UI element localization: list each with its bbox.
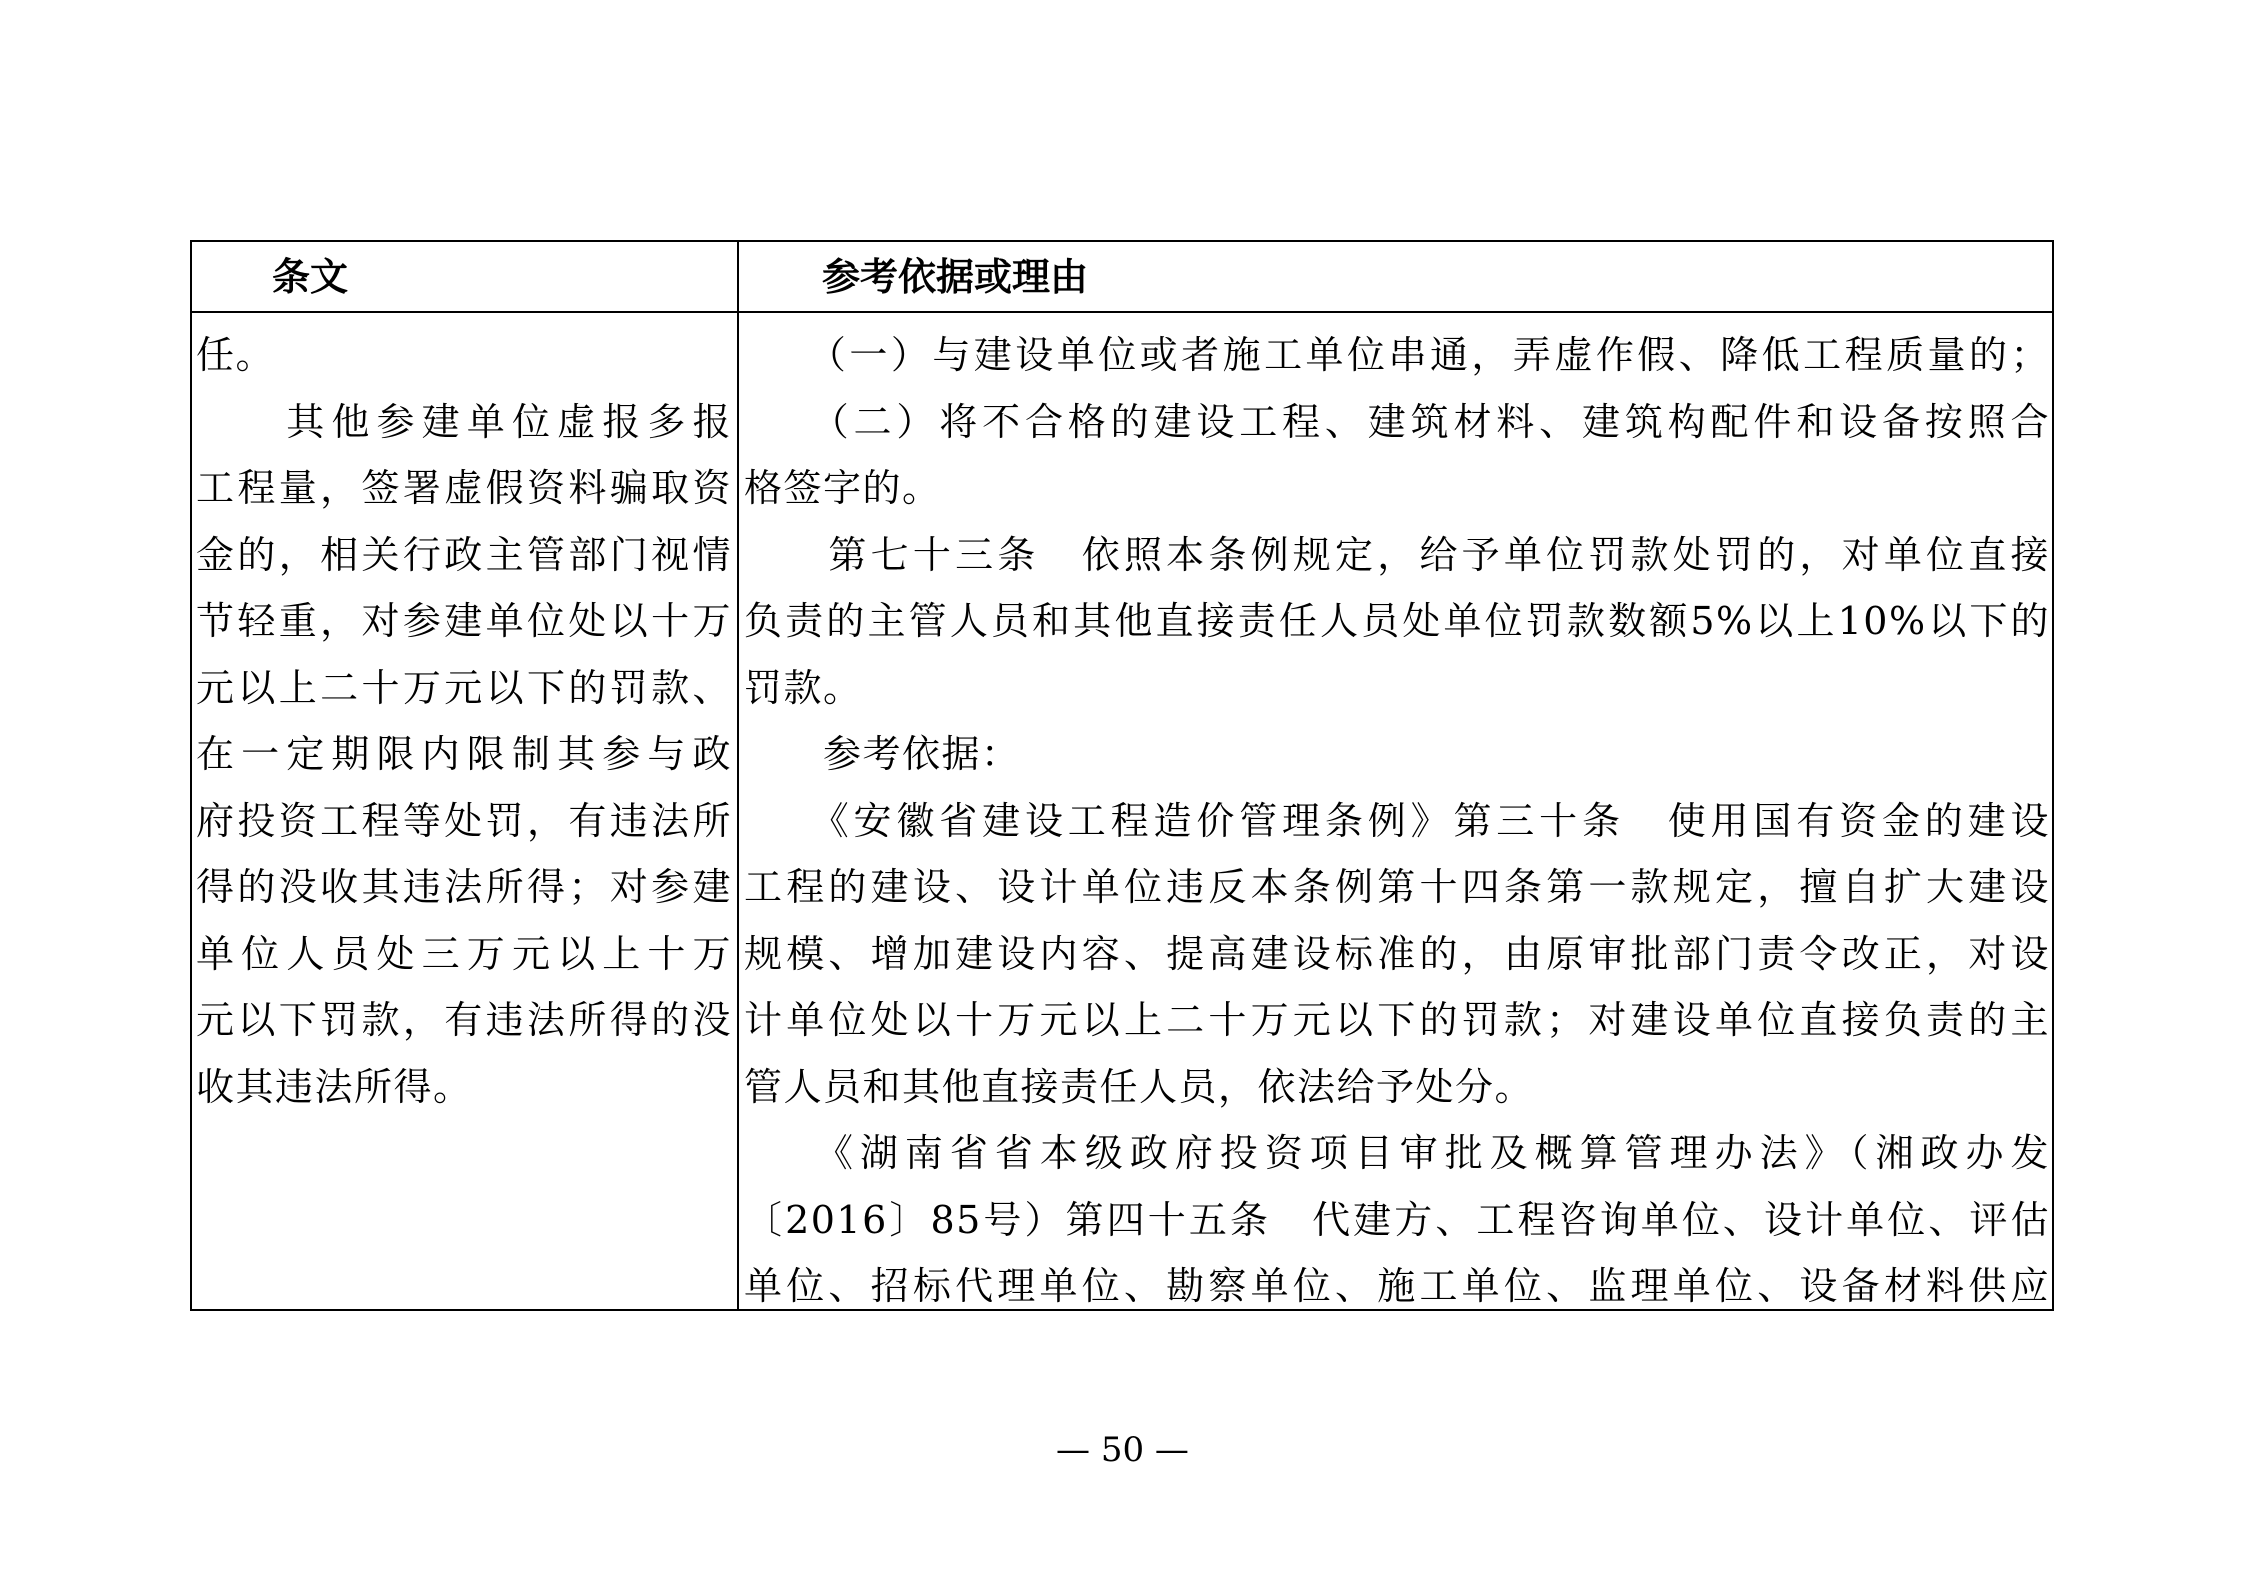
reference-line: 〔2016〕85号）第四十五条 代建方、工程咨询单位、设计单位、评估 [744, 1197, 2050, 1242]
clause-line: 在一定期限内限制其参与政 [196, 732, 732, 776]
clause-line: 其他参建单位虚报多报 [196, 399, 732, 444]
reference-line: 第七十三条 依照本条例规定，给予单位罚款处罚的，对单位直接 [744, 532, 2050, 577]
reference-line: 罚款。 [744, 665, 863, 710]
clause-line: 收其违法所得。 [196, 1064, 473, 1109]
clause-line: 金的，相关行政主管部门视情 [196, 532, 732, 577]
reference-line: 《安徽省建设工程造价管理条例》第三十条 使用国有资金的建设 [744, 798, 2050, 843]
reference-line: （二）将不合格的建设工程、建筑材料、建筑构配件和设备按照合 [744, 399, 2050, 444]
clause-table [190, 240, 2054, 1311]
reference-line: 负责的主管人员和其他直接责任人员处单位罚款数额5%以上10%以下的 [744, 599, 2050, 643]
reference-line: （一）与建设单位或者施工单位串通，弄虚作假、降低工程质量的； [744, 333, 2050, 377]
clause-line: 工程量，签署虚假资料骗取资 [196, 466, 732, 510]
reference-line: 参考依据： [744, 732, 1021, 776]
page-number: — 50 — [1056, 1430, 1189, 1470]
clause-line: 节轻重，对参建单位处以十万 [196, 599, 732, 643]
header-reference-basis: 参考依据或理由 [822, 254, 1089, 299]
clause-line: 得的没收其违法所得；对参建 [196, 865, 732, 909]
reference-line: 规模、增加建设内容、提高建设标准的，由原审批部门责令改正，对设 [744, 931, 2050, 976]
reference-text-cell [744, 322, 2050, 1320]
header-clause: 条文 [272, 254, 349, 299]
header-divider [192, 311, 2052, 313]
reference-line: 《湖南省省本级政府投资项目审批及概算管理办法》（湘政办发 [744, 1131, 2050, 1175]
clause-line: 府投资工程等处罚，有违法所 [196, 798, 732, 843]
clause-line: 元以上二十万元以下的罚款、 [196, 665, 732, 710]
column-divider [737, 242, 739, 1309]
reference-line: 计单位处以十万元以上二十万元以下的罚款；对建设单位直接负责的主 [744, 998, 2050, 1042]
clause-line: 任。 [196, 333, 276, 377]
reference-line: 工程的建设、设计单位违反本条例第十四条第一款规定，擅自扩大建设 [744, 865, 2050, 909]
reference-line: 格签字的。 [744, 466, 942, 510]
clause-line: 元以下罚款，有违法所得的没 [196, 998, 732, 1042]
clause-line: 单位人员处三万元以上十万 [196, 931, 732, 976]
reference-line: 管人员和其他直接责任人员，依法给予处分。 [744, 1064, 1535, 1109]
reference-line: 单位、招标代理单位、勘察单位、施工单位、监理单位、设备材料供应 [744, 1264, 2050, 1308]
clause-text-cell [196, 322, 732, 1120]
